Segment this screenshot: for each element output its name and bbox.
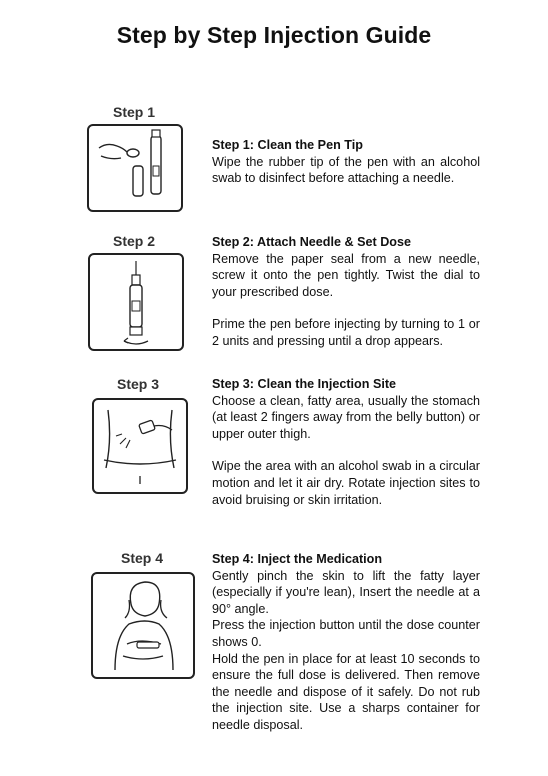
abdomen-swab-icon xyxy=(94,400,186,492)
step-3-text xyxy=(212,376,480,508)
step-3-illustration xyxy=(92,398,188,494)
step-3-label: Step 3 xyxy=(117,376,160,392)
step-2-heading: Step 2: Attach Needle & Set Dose xyxy=(212,235,411,249)
step-2-paragraph-1: Remove the paper seal from a new needle, screw it onto the pen tightly. Twist the dial to your prescribed dose. xyxy=(212,251,480,299)
step-2-text xyxy=(212,234,480,350)
step-3-paragraph-2: Wipe the area with an alcohol swab in a circular motion and let it air dry. Rotate injection sites to avoid bruising or skin irritation. xyxy=(212,459,480,507)
step-4-paragraph-1: Gently pinch the skin to lift the fatty layer (especially if you're lean), Insert the needle at a 90° angle. xyxy=(212,568,480,616)
step-3-paragraph-1: Choose a clean, fatty area, usually the stomach (at least 2 fingers away from the belly button) or upper outer thigh. xyxy=(212,393,480,441)
step-2-illustration xyxy=(88,253,184,351)
step-4-paragraph-2: Press the injection button until the dose counter shows 0. xyxy=(212,618,480,649)
step-4-illustration xyxy=(91,572,195,679)
step-4-label: Step 4 xyxy=(121,550,164,566)
pen-tip-swab-icon xyxy=(89,126,181,210)
step-1-label: Step 1 xyxy=(113,104,156,120)
step-2-label: Step 2 xyxy=(113,233,156,249)
step-1-text xyxy=(212,137,480,187)
step-4-paragraph-3: Hold the pen in place for at least 10 seconds to ensure the full dose is delivered. Then remove the needle and dispose of it safely. Do not rub the injection site. Use a sharps container for needle disposal. xyxy=(212,651,480,732)
step-4-heading: Step 4: Inject the Medication xyxy=(212,552,383,566)
pen-needle-dial-icon xyxy=(90,255,182,349)
step-4-text xyxy=(212,551,480,734)
step-1-paragraph-1: Wipe the rubber tip of the pen with an alcohol swab to disinfect before attaching a needle. xyxy=(212,154,480,186)
step-3-heading: Step 3: Clean the Injection Site xyxy=(212,377,397,391)
person-injecting-icon xyxy=(93,574,193,677)
step-2-paragraph-2: Prime the pen before injecting by turning to 1 or 2 units and pressing until a drop appears. xyxy=(212,317,480,348)
page-title: Step by Step Injection Guide xyxy=(116,22,432,48)
step-1-illustration xyxy=(87,124,183,212)
step-1-heading: Step 1: Clean the Pen Tip xyxy=(212,138,363,152)
